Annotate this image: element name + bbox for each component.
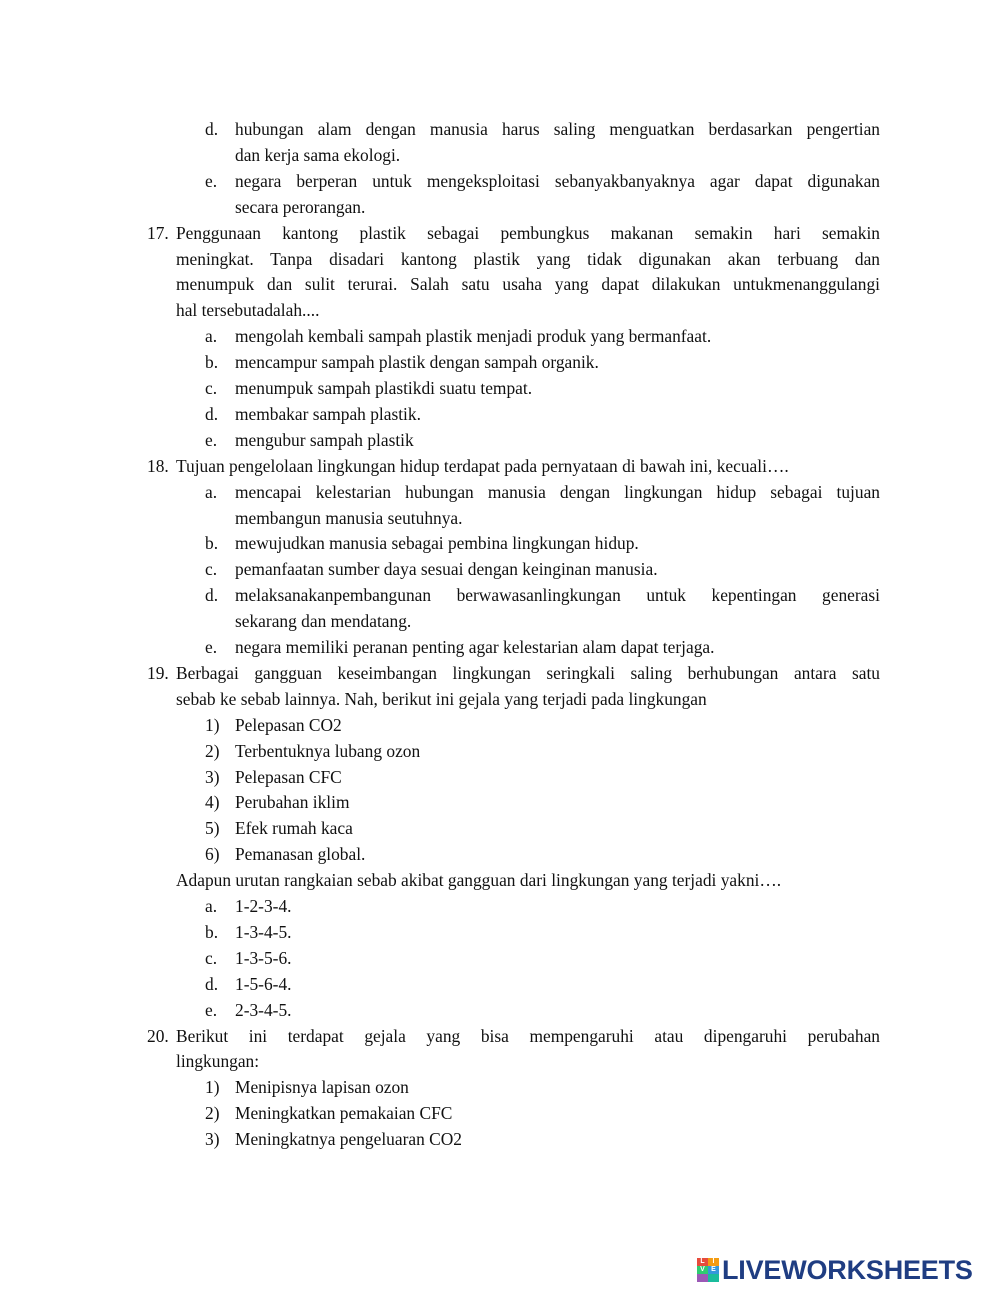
item-marker: 6) [205, 844, 220, 864]
item-text: melaksanakanpembangunan berwawasanlingkungan untuk kepentingan generasi [235, 585, 880, 605]
liveworksheets-logo-icon [697, 1258, 719, 1282]
item-marker: 2) [205, 741, 220, 761]
item-marker: 1) [205, 715, 220, 735]
item-marker: b. [205, 352, 219, 372]
liveworksheets-watermark [697, 1256, 973, 1284]
item-text: Tujuan pengelolaan lingkungan hidup terdapat pada pernyataan di bawah ini, kecuali…. [176, 456, 789, 476]
item-text: 2-3-4-5. [235, 1000, 292, 1020]
item-marker: d. [205, 585, 219, 605]
item-text: Berikut ini terdapat gejala yang bisa mempengaruhi atau dipengaruhi perubahan [176, 1026, 880, 1046]
item-text: negara berperan untuk mengeksploitasi sebanyakbanyaknya agar dapat digunakan [235, 171, 880, 191]
continuation-text: sekarang dan mendatang. [235, 611, 412, 631]
continuation-text: dan kerja sama ekologi. [235, 145, 401, 165]
logo-cell [697, 1274, 708, 1282]
item-marker: 18. [147, 456, 169, 476]
item-text: mengolah kembali sampah plastik menjadi produk yang bermanfaat. [235, 326, 712, 346]
item-text: mencampur sampah plastik dengan sampah organik. [235, 352, 599, 372]
logo-cell [708, 1274, 719, 1282]
item-text: Meningkatkan pemakaian CFC [235, 1103, 453, 1123]
item-marker: a. [205, 482, 218, 502]
continuation-text: hal tersebutadalah.... [176, 300, 320, 320]
item-text: membakar sampah plastik. [235, 404, 421, 424]
item-text: 1-5-6-4. [235, 974, 292, 994]
logo-cell: L [697, 1258, 708, 1266]
item-marker: d. [205, 119, 219, 139]
item-marker: b. [205, 922, 219, 942]
item-marker: 1) [205, 1077, 220, 1097]
item-text: mengubur sampah plastik [235, 430, 414, 450]
item-marker: e. [205, 637, 218, 657]
continuation-text: menumpuk dan sulit terurai. Salah satu usaha yang dapat dilakukan untukmenanggulangi [176, 274, 880, 294]
continuation-text: sebab ke sebab lainnya. Nah, berikut ini gejala yang terjadi pada lingkungan [176, 689, 707, 709]
item-text: Pemanasan global. [235, 844, 366, 864]
item-marker: 5) [205, 818, 220, 838]
item-marker: c. [205, 948, 218, 968]
item-text: Meningkatnya pengeluaran CO2 [235, 1129, 462, 1149]
item-marker: d. [205, 974, 219, 994]
item-text: Terbentuknya lubang ozon [235, 741, 421, 761]
item-text: menumpuk sampah plastikdi suatu tempat. [235, 378, 533, 398]
watermark-text: LIVEWORKSHEETS [722, 1255, 973, 1285]
item-marker: e. [205, 171, 218, 191]
item-text: Efek rumah kaca [235, 818, 353, 838]
item-text: 1-3-5-6. [235, 948, 292, 968]
continuation-text: meningkat. Tanpa disadari kantong plastik yang tidak digunakan akan terbuang dan [176, 249, 880, 269]
item-text: Perubahan iklim [235, 792, 350, 812]
item-marker: a. [205, 896, 218, 916]
item-text: 1-3-4-5. [235, 922, 292, 942]
item-marker: d. [205, 404, 219, 424]
continuation-text: lingkungan: [176, 1051, 260, 1071]
item-text: mewujudkan manusia sebagai pembina lingkungan hidup. [235, 533, 639, 553]
item-marker: 20. [147, 1026, 169, 1046]
logo-cell: V [697, 1266, 708, 1274]
item-marker: b. [205, 533, 219, 553]
item-text: Penggunaan kantong plastik sebagai pembungkus makanan semakin hari semakin [176, 223, 880, 243]
item-marker: 3) [205, 1129, 220, 1149]
item-marker: a. [205, 326, 218, 346]
item-marker: c. [205, 378, 218, 398]
item-text: pemanfaatan sumber daya sesuai dengan keinginan manusia. [235, 559, 658, 579]
item-marker: 2) [205, 1103, 220, 1123]
continuation-text: Adapun urutan rangkaian sebab akibat gangguan dari lingkungan yang terjadi yakni…. [176, 870, 782, 890]
item-marker: 17. [147, 223, 169, 243]
item-marker: 4) [205, 792, 220, 812]
item-text: Menipisnya lapisan ozon [235, 1077, 409, 1097]
continuation-text: membangun manusia seutuhnya. [235, 508, 463, 528]
item-text: 1-2-3-4. [235, 896, 292, 916]
item-text: mencapai kelestarian hubungan manusia dengan lingkungan hidup sebagai tujuan [235, 482, 880, 502]
item-marker: e. [205, 430, 218, 450]
logo-cell: I [708, 1258, 719, 1266]
item-text: Berbagai gangguan keseimbangan lingkungan seringkali saling berhubungan antara satu [176, 663, 880, 683]
continuation-text: secara perorangan. [235, 197, 366, 217]
item-text: Pelepasan CFC [235, 767, 342, 787]
logo-cell: E [708, 1266, 719, 1274]
item-text: negara memiliki peranan penting agar kelestarian alam dapat terjaga. [235, 637, 715, 657]
item-marker: 3) [205, 767, 220, 787]
item-text: hubungan alam dengan manusia harus saling menguatkan berdasarkan pengertian [235, 119, 880, 139]
item-marker: 19. [147, 663, 169, 683]
item-text: Pelepasan CO2 [235, 715, 342, 735]
item-marker: c. [205, 559, 218, 579]
item-marker: e. [205, 1000, 218, 1020]
